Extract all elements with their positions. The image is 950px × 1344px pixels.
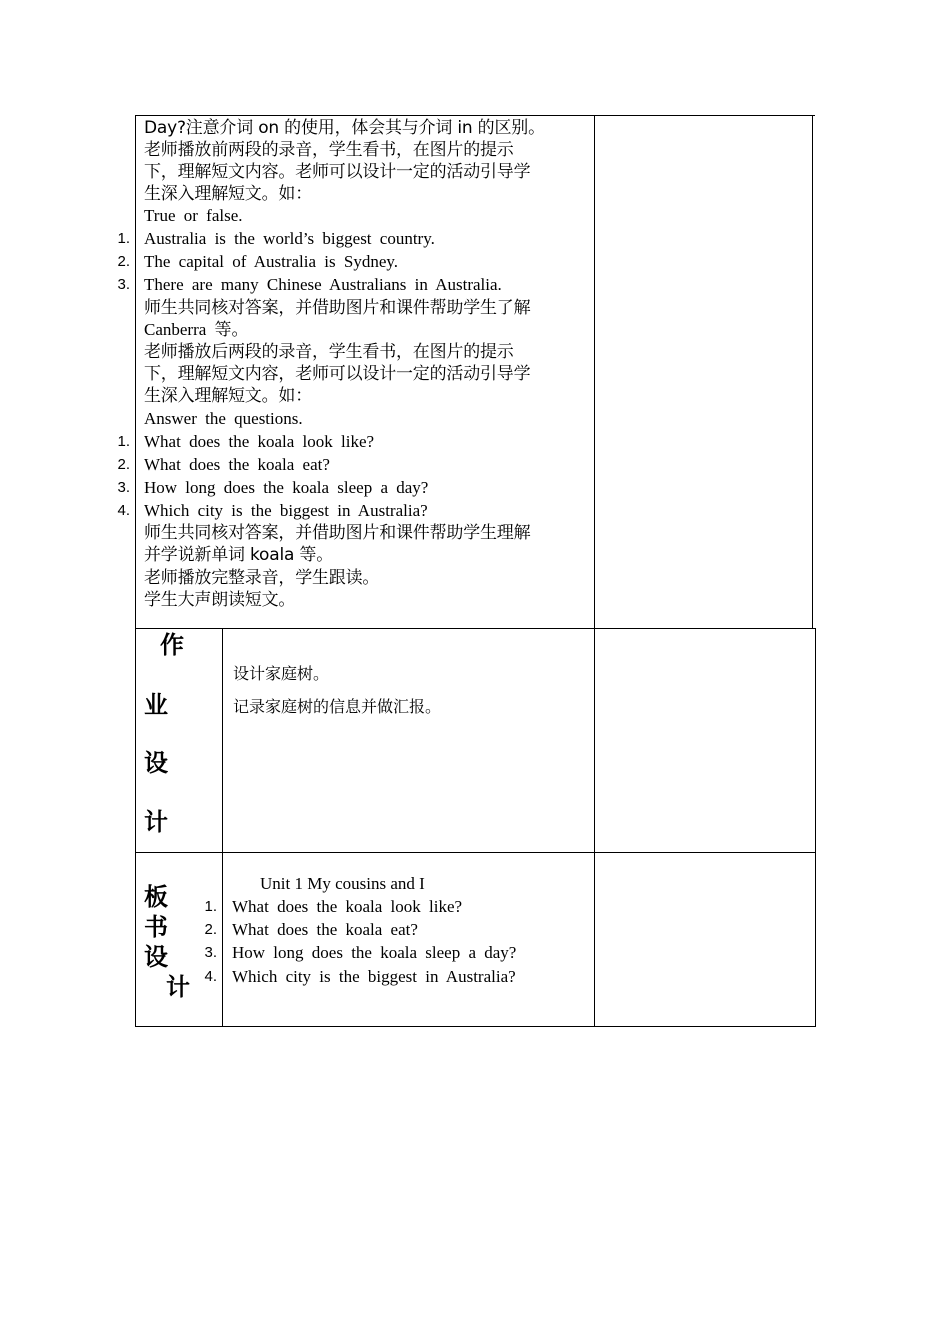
board-title: Unit 1 My cousins and I: [260, 874, 425, 893]
procedure-line: 老师播放后两段的录音，学生看书，在图片的提示: [144, 342, 514, 362]
procedure-line: 师生共同核对答案，并借助图片和课件帮助学生了解: [144, 298, 531, 318]
procedure-line: Day?注意介词 on 的使用，体会其与介词 in 的区别。: [144, 118, 545, 138]
board-item: Which city is the biggest in Australia?: [232, 967, 516, 986]
procedure-line: 下，理解短文内容，老师可以设计一定的活动引导学: [144, 364, 531, 384]
question-item: Which city is the biggest in Australia?: [144, 501, 428, 520]
true-false-item: The capital of Australia is Sydney.: [144, 252, 399, 271]
procedure-line: 老师播放前两段的录音，学生看书，在图片的提示: [144, 140, 514, 160]
procedure-line: 生深入理解短文。如：: [144, 386, 312, 406]
list-number: 1.: [117, 433, 130, 450]
table-border-left: [135, 115, 136, 1027]
procedure-line: 下，理解短文内容。老师可以设计一定的活动引导学: [144, 162, 531, 182]
board-label-char: 计: [166, 973, 190, 1001]
board-item: What does the koala eat?: [232, 920, 418, 939]
table-col-divider-label: [222, 628, 223, 1027]
board-label-char: 设: [144, 943, 168, 971]
homework-label-char: 作: [160, 631, 184, 659]
true-false-item: Australia is the world’s biggest country.: [144, 229, 435, 248]
board-item: What does the koala look like?: [232, 897, 463, 916]
board-label-char: 书: [144, 913, 168, 941]
homework-line: 记录家庭树的信息并做汇报。: [233, 697, 442, 716]
list-number: 2.: [117, 253, 130, 270]
question-item: How long does the koala sleep a day?: [144, 478, 429, 497]
procedure-line: Canberra 等。: [144, 320, 249, 339]
table-border-right-bottom: [815, 628, 816, 1027]
procedure-line: 学生大声朗读短文。: [144, 590, 296, 610]
table-border-top: [135, 115, 815, 116]
procedure-line: 师生共同核对答案，并借助图片和课件帮助学生理解: [144, 523, 531, 543]
table-row-divider-2: [135, 852, 816, 853]
homework-label-char: 设: [144, 749, 168, 777]
procedure-line: 老师播放完整录音，学生跟读。: [144, 568, 380, 588]
list-number: 4.: [117, 502, 130, 519]
procedure-line: 生深入理解短文。如：: [144, 184, 312, 204]
homework-label-char: 计: [144, 808, 168, 836]
table-row-divider-1: [135, 628, 816, 629]
list-number: 3.: [117, 276, 130, 293]
homework-line: 设计家庭树。: [233, 664, 330, 683]
board-item: How long does the koala sleep a day?: [232, 943, 517, 962]
table-border-bottom: [135, 1026, 816, 1027]
question-item: What does the koala eat?: [144, 455, 330, 474]
homework-label-char: 业: [144, 691, 168, 719]
procedure-line: 并学说新单词 koala 等。: [144, 545, 334, 565]
true-false-item: There are many Chinese Australians in Australia.: [144, 275, 502, 294]
list-number: 3.: [204, 944, 217, 961]
table-col-divider-notes: [594, 115, 595, 1027]
list-number: 1.: [204, 898, 217, 915]
table-border-right-top: [812, 115, 813, 629]
list-number: 4.: [204, 968, 217, 985]
procedure-line: Answer the questions.: [144, 409, 303, 428]
list-number: 2.: [117, 456, 130, 473]
list-number: 1.: [117, 230, 130, 247]
list-number: 2.: [204, 921, 217, 938]
list-number: 3.: [117, 479, 130, 496]
question-item: What does the koala look like?: [144, 432, 375, 451]
procedure-line: True or false.: [144, 206, 243, 225]
board-label-char: 板: [144, 883, 168, 911]
